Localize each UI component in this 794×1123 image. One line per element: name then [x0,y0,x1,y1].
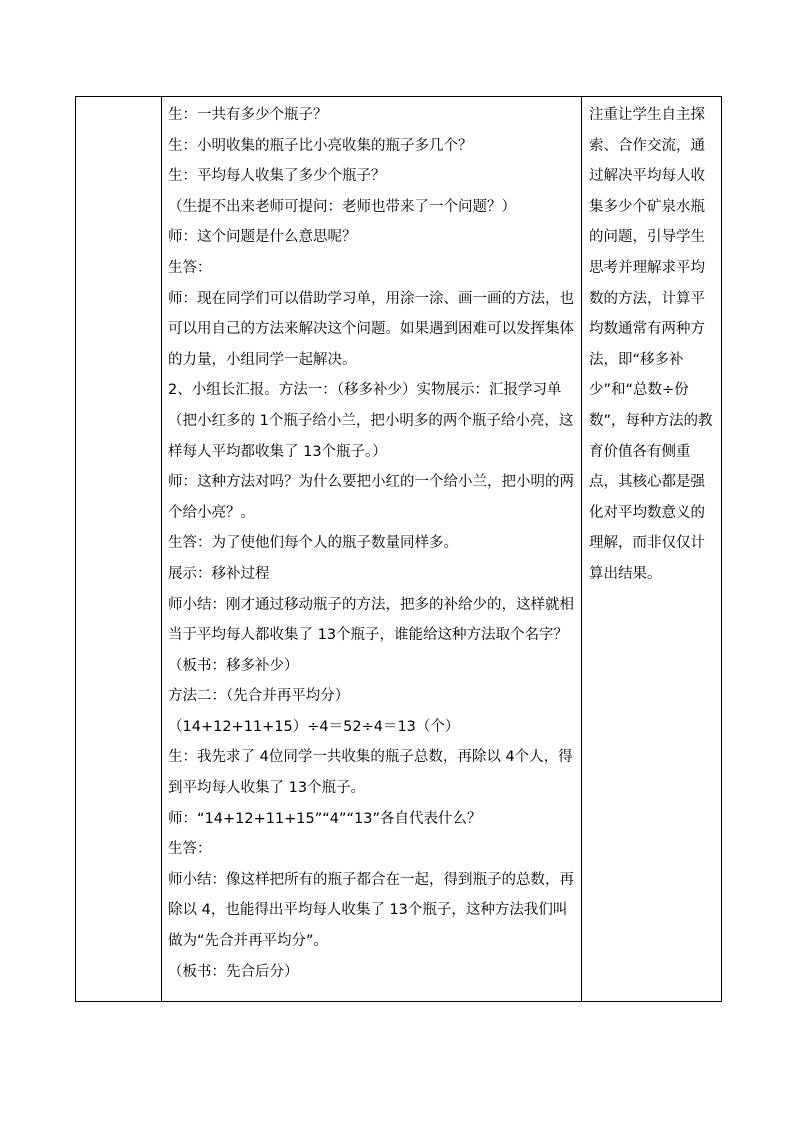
process-line: （板书：先合后分） [168,963,299,980]
teaching-process-content [162,97,581,987]
process-line: （生提不出来老师可提问：老师也带来了一个问题？） [168,198,516,215]
lesson-plan-table [75,96,722,1002]
process-line: 师：“14+12+11+15”“4”“13”各自代表什么？ [168,810,482,827]
process-line: 生：我先求了 4位同学一共收集的瓶子总数，再除以 4个人，得到平均每人收集了 13个瓶子。 [168,749,573,797]
teaching-process-cell [162,97,582,1002]
process-line: 师：这个问题是什么意思呢？ [168,229,357,246]
process-line: 生答： [168,259,212,276]
process-line: 师小结：刚才通过移动瓶子的方法，把多的补给少的，这样就相当于平均每人都收集了 13个瓶子，谁能给这种方法取个名字？（板书：移多补少） [168,596,574,674]
process-line: 生答： [168,841,212,858]
stage-cell [76,97,162,1002]
process-line: 师：现在同学们可以借助学习单，用涂一涂、画一画的方法，也可以用自己的方法来解决这个问题。如果遇到困难可以发挥集体的力量，小组同学一起解决。 [168,290,574,368]
process-line: 生答：为了使他们每个人的瓶子数量同样多。 [168,535,458,552]
process-line: （14+12+11+15）÷4＝52÷4＝13（个） [168,718,460,735]
process-line: 生：平均每人收集了多少个瓶子？ [168,168,386,185]
process-line: 展示：移补过程 [168,565,270,582]
process-line: 师小结：像这样把所有的瓶子都合在一起，得到瓶子的总数，再除以 4，也能得出平均每人收集了 13个瓶子，这种方法我们叫做为“先合并再平均分”。 [168,871,574,950]
table-row [76,97,722,1002]
design-intent-note: 注重让学生自主探索、合作交流，通过解决平均每人收集多少个矿泉水瓶的问题，引导学生思考并理解求平均数的方法，计算平均数通常有两种方法，即“移多补少”和“总数÷份数”，每种方法的教育价值各有侧重点，其核心都是强化对平均数意义的理解，而非仅仅计算出结果。 [589,107,713,582]
process-line: 师：这种方法对吗？为什么要把小红的一个给小兰，把小明的两个给小亮？。 [168,474,574,521]
process-line: 2、小组长汇报。方法一：（移多补少）实物展示：汇报学习单（把小红多的 1个瓶子给小兰，把小明多的两个瓶子给小亮，这样每人平均都收集了 13个瓶子。） [168,382,574,460]
process-line: 方法二：（先合并再平均分） [168,688,350,705]
process-line: 生：小明收集的瓶子比小亮收集的瓶子多几个？ [168,137,473,154]
process-line: 生：一共有多少个瓶子？ [168,107,328,123]
design-intent-cell [582,97,722,1002]
